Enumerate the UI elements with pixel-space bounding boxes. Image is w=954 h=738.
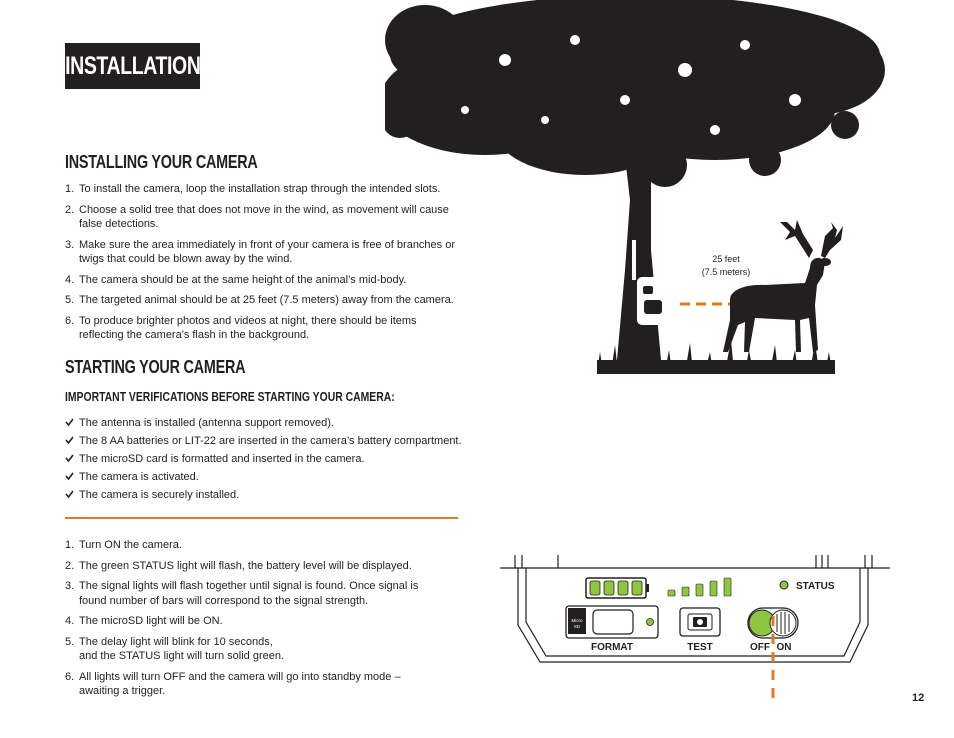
deer-silhouette <box>723 220 843 352</box>
verification-item <box>65 488 465 502</box>
starting-heading: STARTING YOUR CAMERA <box>65 357 246 377</box>
verification-text: The camera is securely installed. <box>79 489 240 501</box>
camera-control-panel-illustration <box>500 550 890 700</box>
status-label: STATUS <box>796 581 835 592</box>
step-text: Turn ON the camera. <box>79 539 182 551</box>
verification-text: The camera is activated. <box>79 471 199 483</box>
step-text: All lights will turn OFF and the camera will go into standby mode – awaiting a trigger. <box>79 670 401 697</box>
step-number: 6. <box>65 670 75 683</box>
page-title-banner <box>65 43 200 89</box>
step-number: 4. <box>65 615 75 627</box>
verification-item <box>65 416 465 430</box>
verifications-list <box>65 416 465 506</box>
distance-feet-label: 25 feet <box>712 254 740 264</box>
step-text: Choose a solid tree that does not move in the wind, as movement will cause false detections. <box>79 203 449 230</box>
signal-indicator <box>668 578 731 596</box>
verification-item <box>65 470 465 484</box>
step-number: 6. <box>65 314 75 327</box>
step-number: 2. <box>65 559 75 572</box>
step-number: 3. <box>65 580 75 592</box>
checkmark-icon <box>65 435 74 446</box>
starting-steps-list <box>65 538 425 705</box>
battery-indicator <box>586 578 649 598</box>
starting-step <box>65 635 425 664</box>
microsd-light <box>647 619 654 626</box>
test-button <box>680 608 720 636</box>
step-number: 1. <box>65 183 75 195</box>
page-title: INSTALLATION <box>64 51 201 80</box>
installing-heading: INSTALLING YOUR CAMERA <box>65 152 258 172</box>
step-number: 2. <box>65 203 75 216</box>
microsd-label-2: SD <box>573 624 581 629</box>
step-text: The microSD light will be ON. <box>79 615 223 627</box>
starting-step <box>65 538 425 553</box>
step-text: Make sure the area immediately in front of your camera is free of branches or twigs that could be blown away by the wind. <box>79 238 456 265</box>
tree-deer-illustration <box>385 0 890 380</box>
verification-text: The antenna is installed (antenna support removed). <box>79 417 334 429</box>
orange-divider <box>65 517 458 519</box>
verifications-subheading: IMPORTANT VERIFICATIONS BEFORE STARTING YOUR CAMERA: <box>65 389 395 404</box>
step-number: 5. <box>65 635 75 648</box>
format-button-label: FORMAT <box>590 642 634 653</box>
step-number: 1. <box>65 539 75 551</box>
checkmark-icon <box>65 489 74 500</box>
step-text: The green STATUS light will flash, the battery level will be displayed. <box>79 559 412 572</box>
test-button-label: TEST <box>687 642 713 653</box>
checkmark-icon <box>65 453 74 464</box>
starting-step <box>65 559 425 574</box>
starting-step <box>65 614 425 629</box>
status-light <box>780 581 788 589</box>
starting-step <box>65 579 425 608</box>
distance-meters-label: (7.5 meters) <box>701 267 751 277</box>
step-number: 5. <box>65 294 75 306</box>
starting-step <box>65 670 425 699</box>
microsd-slot <box>566 606 658 638</box>
step-text: The targeted animal should be at 25 feet (7.5 meters) away from the camera. <box>79 294 454 306</box>
step-text: The camera should be at the same height of the animal’s mid-body. <box>79 273 407 286</box>
step-text: The delay light will blink for 10 seconds, and the STATUS light will turn solid green. <box>79 635 285 662</box>
step-number: 4. <box>65 273 75 286</box>
verification-item <box>65 452 465 466</box>
step-text: The signal lights will flash together until signal is found. Once signal is found number of bars will correspond to the signal strength. <box>79 580 419 607</box>
page-number: 12 <box>912 692 925 704</box>
checkmark-icon <box>65 471 74 482</box>
on-label: ON <box>776 642 792 653</box>
step-text: To produce brighter photos and videos at night, there should be items reflecting the camera's flash in the background. <box>79 314 417 341</box>
verification-item <box>65 434 465 448</box>
checkmark-icon <box>65 417 74 428</box>
microsd-label-1: Micro <box>571 618 583 623</box>
off-label: OFF <box>750 642 770 653</box>
step-text: To install the camera, loop the installation strap through the intended slots. <box>79 183 441 195</box>
step-number: 3. <box>65 238 75 251</box>
verification-text: The 8 AA batteries or LIT-22 are inserted in the camera’s battery compartment. <box>79 435 462 447</box>
verification-text: The microSD card is formatted and inserted in the camera. <box>79 453 365 465</box>
